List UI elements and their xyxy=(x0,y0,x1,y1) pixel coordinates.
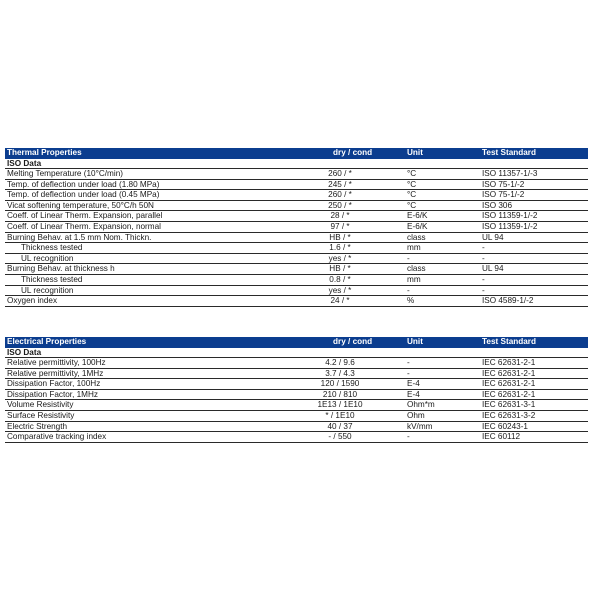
row-label: Melting Temperature (10°C/min) xyxy=(7,169,123,179)
row-unit: °C xyxy=(407,200,417,210)
row-value: 28 / * xyxy=(330,211,350,221)
row-value: 97 / * xyxy=(330,222,350,232)
row-standard: ISO 75-1/-2 xyxy=(482,190,525,200)
row-standard: IEC 62631-2-1 xyxy=(482,389,536,399)
row-value: 260 / * xyxy=(328,169,352,179)
row-unit: °C xyxy=(407,169,417,179)
row-label: Dissipation Factor, 100Hz xyxy=(7,379,101,389)
row-unit: class xyxy=(407,232,426,242)
electrical-title: Electrical Properties xyxy=(7,337,87,346)
row-value: 260 / * xyxy=(328,190,352,200)
row-standard: ISO 4589-1/-2 xyxy=(482,296,534,306)
table-row xyxy=(5,422,588,433)
table-row xyxy=(5,254,588,265)
row-label: Volume Resistivity xyxy=(7,400,74,410)
row-unit: E-6/K xyxy=(407,222,428,232)
subheader-label: ISO Data xyxy=(7,347,42,357)
row-standard: IEC 62631-2-1 xyxy=(482,368,536,378)
thermal-properties-table xyxy=(5,148,588,307)
row-value: 250 / * xyxy=(328,200,352,210)
table-row xyxy=(5,180,588,191)
thermal-header-row xyxy=(5,148,588,159)
row-unit: E-4 xyxy=(407,389,420,399)
row-unit: kV/mm xyxy=(407,421,433,431)
table-row xyxy=(5,379,588,390)
row-value: 245 / * xyxy=(328,179,352,189)
electrical-header-row xyxy=(5,337,588,348)
table-row xyxy=(5,201,588,212)
row-unit: E-4 xyxy=(407,379,420,389)
row-unit: Ohm*m xyxy=(407,400,435,410)
col-header-unit: Unit xyxy=(407,148,423,157)
row-value: 0.8 / * xyxy=(329,275,351,285)
row-label: Vicat softening temperature, 50°C/h 50N xyxy=(7,200,154,210)
row-label: Thickness tested xyxy=(21,243,83,253)
col-header-standard: Test Standard xyxy=(482,337,536,346)
row-unit: Ohm xyxy=(407,411,425,421)
table-row xyxy=(5,369,588,380)
row-value: * / 1E10 xyxy=(325,411,355,421)
row-value: 40 / 37 xyxy=(327,421,353,431)
table-row xyxy=(5,211,588,222)
row-standard: UL 94 xyxy=(482,264,504,274)
row-value: 210 / 810 xyxy=(322,389,358,399)
row-value: 24 / * xyxy=(330,296,350,306)
table-row xyxy=(5,190,588,201)
row-unit: mm xyxy=(407,275,421,285)
table-row xyxy=(5,222,588,233)
row-standard: IEC 62631-2-1 xyxy=(482,358,536,368)
row-unit: - xyxy=(407,358,410,368)
row-unit: - xyxy=(407,253,410,263)
row-standard: ISO 11359-1/-2 xyxy=(482,211,538,221)
row-standard: - xyxy=(482,275,485,285)
row-unit: °C xyxy=(407,190,417,200)
table-row xyxy=(5,286,588,297)
row-label: UL recognition xyxy=(21,253,74,263)
row-value: HB / * xyxy=(329,264,351,274)
subheader-label: ISO Data xyxy=(7,158,42,168)
row-label: Dissipation Factor, 1MHz xyxy=(7,389,99,399)
row-value: 1.6 / * xyxy=(329,243,351,253)
col-header-value: dry / cond xyxy=(333,337,373,346)
row-standard: - xyxy=(482,243,485,253)
table-row xyxy=(5,400,588,411)
row-value: 1E13 / 1E10 xyxy=(317,400,363,410)
row-value: HB / * xyxy=(329,232,351,242)
col-header-value: dry / cond xyxy=(333,148,373,157)
row-value: 4.2 / 9.6 xyxy=(325,358,355,368)
table-row xyxy=(5,243,588,254)
row-label: Coeff. of Linear Therm. Expansion, normal xyxy=(7,222,161,232)
table-row xyxy=(5,264,588,275)
table-row xyxy=(5,432,588,443)
row-standard: IEC 62631-3-1 xyxy=(482,400,536,410)
thermal-subheader xyxy=(5,159,588,170)
table-row xyxy=(5,358,588,369)
electrical-properties-table xyxy=(5,337,588,443)
row-standard: IEC 62631-3-2 xyxy=(482,411,536,421)
row-unit: mm xyxy=(407,243,421,253)
row-standard: ISO 306 xyxy=(482,200,513,210)
row-label: Relative permittivity, 100Hz xyxy=(7,358,106,368)
row-unit: E-6/K xyxy=(407,211,428,221)
row-label: Comparative tracking index xyxy=(7,432,107,442)
row-unit: class xyxy=(407,264,426,274)
row-unit: - xyxy=(407,368,410,378)
row-value: yes / * xyxy=(328,253,352,263)
row-standard: - xyxy=(482,253,485,263)
row-standard: UL 94 xyxy=(482,232,504,242)
row-label: Temp. of deflection under load (0.45 MPa) xyxy=(7,190,160,200)
row-label: Temp. of deflection under load (1.80 MPa) xyxy=(7,179,160,189)
row-standard: IEC 60243-1 xyxy=(482,421,528,431)
row-unit: % xyxy=(407,296,415,306)
row-label: Coeff. of Linear Therm. Expansion, parallel xyxy=(7,211,163,221)
row-label: Oxygen index xyxy=(7,296,58,306)
table-row xyxy=(5,296,588,307)
row-standard: IEC 60112 xyxy=(482,432,521,442)
row-label: Thickness tested xyxy=(21,275,83,285)
row-standard: ISO 11357-1/-3 xyxy=(482,169,538,179)
electrical-subheader xyxy=(5,348,588,359)
row-standard: - xyxy=(482,285,485,295)
row-standard: ISO 11359-1/-2 xyxy=(482,222,538,232)
row-value: 3.7 / 4.3 xyxy=(325,368,355,378)
row-standard: IEC 62631-2-1 xyxy=(482,379,536,389)
table-row xyxy=(5,390,588,401)
row-value: 120 / 1590 xyxy=(320,379,360,389)
row-unit: °C xyxy=(407,179,417,189)
row-label: Relative permittivity, 1MHz xyxy=(7,368,104,378)
table-row xyxy=(5,233,588,244)
row-unit: - xyxy=(407,432,410,442)
table-row xyxy=(5,411,588,422)
row-value: yes / * xyxy=(328,285,352,295)
thermal-title: Thermal Properties xyxy=(7,148,82,157)
row-standard: ISO 75-1/-2 xyxy=(482,179,525,189)
row-label: UL recognition xyxy=(21,285,74,295)
row-label: Electric Strength xyxy=(7,421,68,431)
row-label: Burning Behav. at 1.5 mm Nom. Thickn. xyxy=(7,232,152,242)
col-header-unit: Unit xyxy=(407,337,423,346)
col-header-standard: Test Standard xyxy=(482,148,536,157)
row-label: Burning Behav. at thickness h xyxy=(7,264,115,274)
table-row xyxy=(5,275,588,286)
row-unit: - xyxy=(407,285,410,295)
row-label: Surface Resistivity xyxy=(7,411,75,421)
row-value: - / 550 xyxy=(328,432,352,442)
table-row xyxy=(5,169,588,180)
